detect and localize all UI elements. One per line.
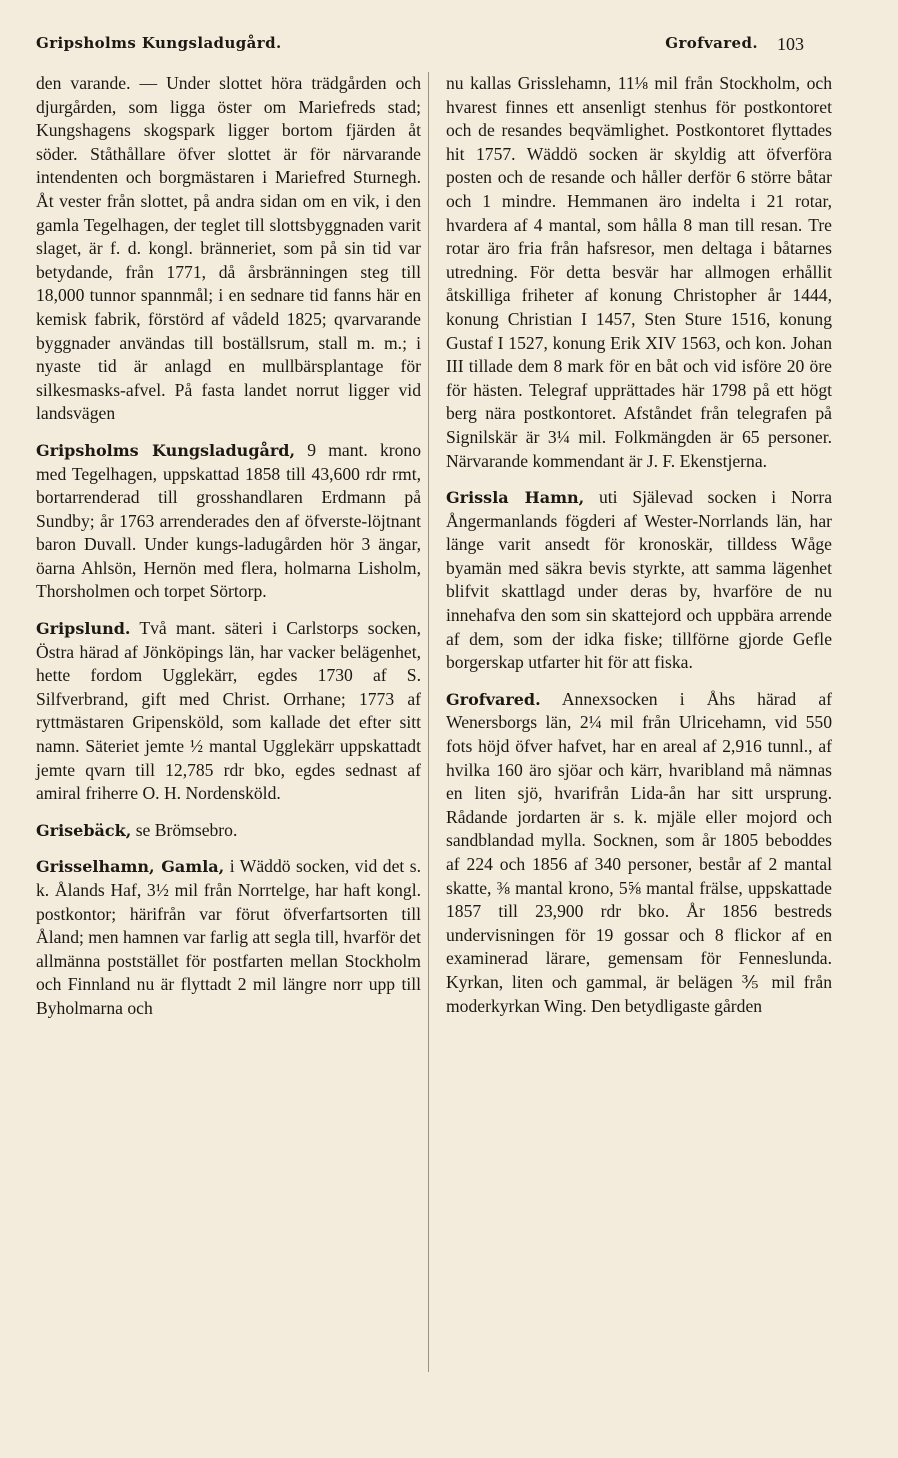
header-right-title: Grofvared. (665, 34, 758, 52)
page-number: 103 (777, 34, 804, 54)
paragraph: den varande. — Under slottet höra trädgården och djurgården, som ligga öster om Mariefreds stad; Kungshagens skogspark ligger bortom fjärden åt söder. Ståthållare öfver slottet är för närvarande intendenten och borgmästaren i Mariefred Sturnegh. Åt vester från slottet, på andra sidan om en vik, i den gamla Tegelhagen, der teglet till slottsbyggnaden varit slaget, är f. d. kongl. bränneriet, som på sin tid var betydande, från 1771, då årsbränningen steg till 18,000 tunnor spannmål; i en sednare tid fanns här en kemisk fabrik, förstörd af vådeld 1825; qvarvarande byggnader användas till boställsrum, stall m. m.; i nyaste tid är anlagd en mullbärsplantage för silkesmasks-afvel. På fasta landet norrut ligger vid landsvägen (36, 73, 421, 424)
entry-text: se Brömsebro. (131, 819, 238, 840)
entry-heading: Grofvared. (446, 689, 541, 709)
entry-text: Annexsocken i Åhs härad af Wenersborgs län, 2¼ mil från Ulricehamn, vid 550 fots höjd öfver hafvet, har en areal af 2,916 tunnl., af hvilka 160 äro sjöar och kärr, hvaribland må nämnas en liten sjö, hvarifrån Lida-ån har sitt ursprung. Rådande jordarten är s. k. mjäle eller mojord och sandblandad mylla. Socknen, som år 1805 beboddes af 224 och 1856 af 340 personer, består af 2 mantal skatte, ⅜ mantal krono, 5⅝ mantal frälse, uppskattade 1857 till 23,900 rdr bko. År 1856 bestreds undervisningen för 19 gossar och 8 flickor af en examinerad lärare, gemensam för Fenneslunda. Kyrkan, liten och gammal, är belägen ⅗ mil från moderkyrkan Wing. Den betydligaste gården (446, 688, 832, 1016)
right-column (446, 72, 832, 1018)
entry-text: uti Själevad socken i Norra Ångermanlands fögderi af Wester-Norrlands län, har länge varit ansedt för kronoskär, tilldess Wåge byamän med säkra bevis styrkte, att samma lägenhet blifvit skattlagd under deras by, hvarföre de nu innehafva den som sin skattejord och uppbära arrende af dem, som der idka fiske; tillförne gjorde Gefle borgerskap utfarter hit för att fiska. (446, 487, 832, 673)
entry-gripslund (36, 617, 421, 806)
paragraph: nu kallas Grisslehamn, 11⅛ mil från Stockholm, och hvarest finnes ett ansenligt stenhus för postkontoret och de resandes beqvämlighet. Postkontoret flyttades hit 1757. Wäddö socken är skyldig att öfverföra posten och de resande och håller derför 6 större båtar och 1 mindre. Hemmanen äro indelta i 21 rotar, hvardera af 4 mantal, som hålla 8 man till resan. Tre rotar äro fria från hafsresor, men deltaga i båtarnes utredning. För detta besvär har allmogen erhållit åtskilliga friheter af konung Christopher år 1444, konung Christian I 1457, Sten Sture 1516, konung Gustaf I 1527, konung Erik XIV 1563, och kon. Johan III tillade dem 8 mark för en båt och vid isföre 20 öre för hästen. Telegraf upprättades här 1798 på ett högt berg nära postkontoret. Afståndet från telegrafen på Signilskär är 3¼ mil. Folkmängden är 65 personer. Närvarande kommendant är J. F. Ekenstjerna. (446, 73, 832, 471)
entry-gripsholms-kungsladugard (36, 439, 421, 604)
entry-grissla-hamn (446, 486, 832, 675)
entry-grofvared (446, 688, 832, 1018)
entry-heading: Grissla Hamn, (446, 488, 585, 508)
entry-text: Två mant. säteri i Carlstorps socken, Östra härad af Jönköpings län, har vacker belägenhet, hette fordom Ugglekärr, egdes 1730 af S. Silfverbrand, gift med Christ. Orrhane; 1773 af ryttmästaren Gripensköld, som kallade det efter sitt namn. Säteriet jemte ½ mantal Ugglekärr uppskattadt jemte qvarn till 12,785 rdr bko, egdes sednast af amiral friherre O. H. Nordensköld. (36, 618, 421, 804)
left-column (36, 72, 421, 1021)
entry-heading: Grisebäck, (36, 820, 132, 840)
entry-heading: Grisselhamn, Gamla, (36, 857, 225, 877)
entry-heading: Gripslund. (36, 619, 131, 639)
running-header (36, 34, 804, 62)
entry-heading: Gripsholms Kungsladugård, (36, 440, 296, 460)
header-left-title: Gripsholms Kungsladugård. (36, 34, 282, 52)
entry-griseback (36, 819, 421, 843)
entry-text: 9 mant. krono med Tegelhagen, uppskattad 1858 till 43,600 rdr rmt, bortarrenderad till grosshandlaren Erdmann på Sundby; år 1763 arrenderades den af öfverste-löjtnant baron Duvall. Under kungs-ladugården hör 3 ängar, öarna Ahlsön, Hernön med flera, holmarna Lisholm, Thorsholmen och torpet Sörtorp. (36, 439, 421, 602)
entry-grisselhamn (36, 855, 421, 1020)
entry-text: i Wäddö socken, vid det s. k. Ålands Haf, 3½ mil från Norrtelge, har haft kongl. postkontor; härifrån var förut öfverfartsorten till Åland; men hamnen var farlig att segla till, hvarför det allmänna poststället för postfarten mellan Stockholm och Finnland nu är flyttadt 2 mil längre norr upp till Byholmarna och (36, 856, 421, 1018)
column-divider (428, 72, 429, 1372)
